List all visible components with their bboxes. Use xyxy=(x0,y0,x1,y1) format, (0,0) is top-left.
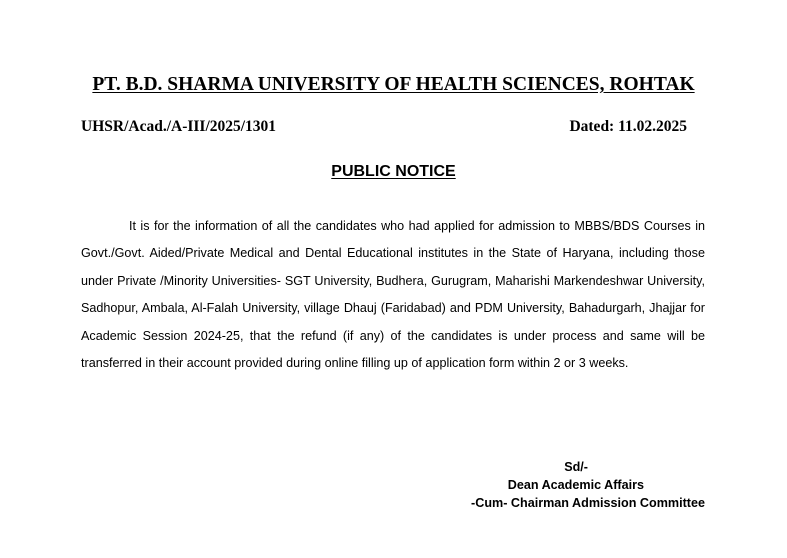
reference-number: UHSR/Acad./A-III/2025/1301 xyxy=(81,118,277,135)
signatory-title-line-1: Dean Academic Affairs xyxy=(507,478,644,492)
signatory-title-line-2: -Cum- Chairman Admission Committee xyxy=(471,496,705,510)
notice-date: Dated: 11.02.2025 xyxy=(569,118,687,135)
reference-line xyxy=(81,118,687,136)
university-name-heading: PT. B.D. SHARMA UNIVERSITY OF HEALTH SCIENCES, ROHTAK xyxy=(92,74,695,95)
signature-sd: Sd/- xyxy=(564,460,588,474)
notice-title: PUBLIC NOTICE xyxy=(331,163,456,180)
signature-block xyxy=(400,458,705,512)
notice-body-paragraph: It is for the information of all the candidates who had applied for admission to MBBS/BDS Courses in Govt./Govt. Aided/Private Medical and Dental Educational institutes in the State of Haryana, including those under Private /Minority Universities- SGT University, Budhera, Gurugram, Maharishi Markendeshwar University, Sadhopur, Ambala, Al-Falah University, village Dhauj (Faridabad) and PDM University, Bahadurgarh, Jhajjar for Academic Session 2024-25, that the refund (if any) of the candidates is under process and same will be transferred in their account provided during online filling up of application form within 2 or 3 weeks. xyxy=(81,219,705,371)
